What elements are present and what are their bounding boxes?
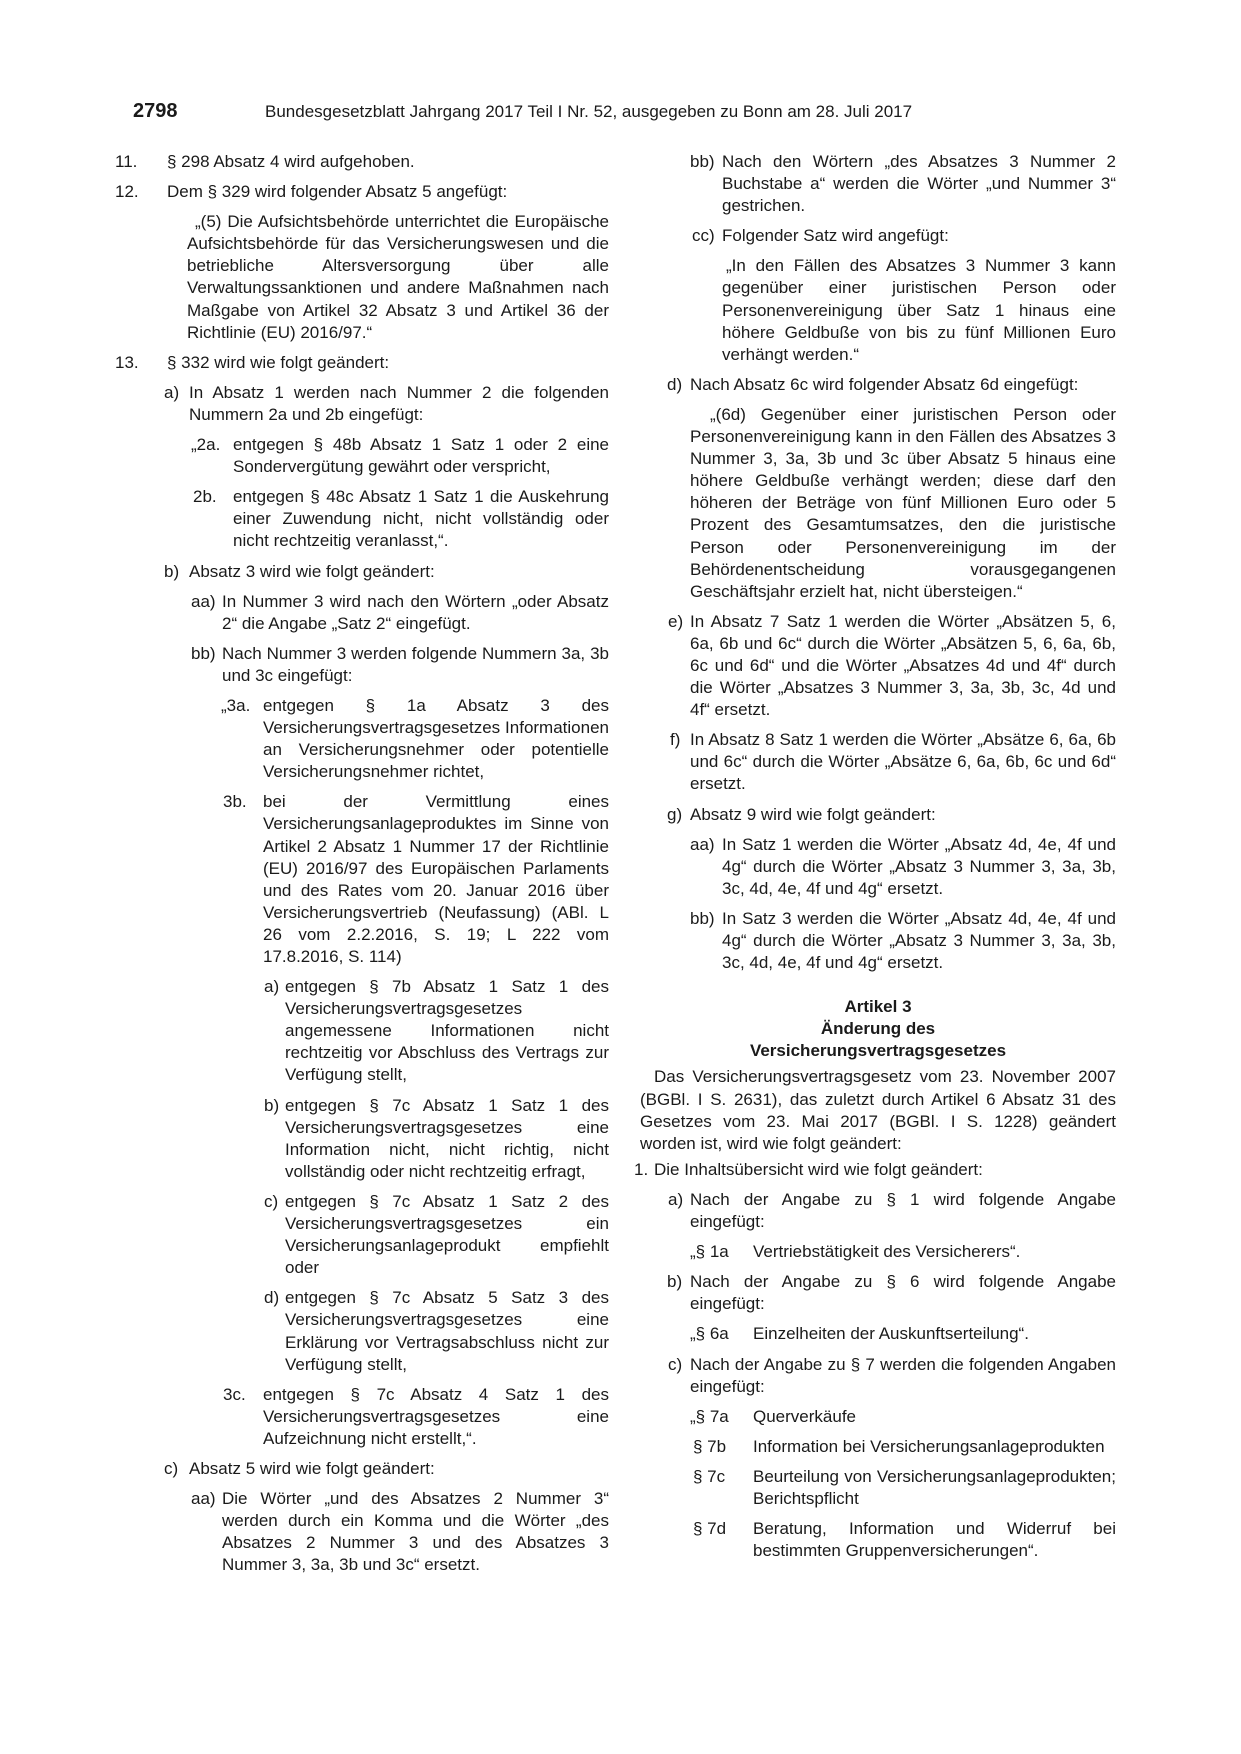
- artikel-heading: Artikel 3: [844, 997, 912, 1017]
- list-item: [640, 1518, 1116, 1562]
- list-item: [133, 1458, 609, 1480]
- item-label: bb): [690, 152, 715, 171]
- list-item: [640, 804, 1116, 826]
- item-label: a): [264, 977, 280, 997]
- item-label: 3b.: [223, 792, 247, 812]
- item-text: Die Inhaltsübersicht wird wie folgt geändert:: [654, 1159, 983, 1179]
- list-item: [115, 181, 609, 203]
- item-label: 13.: [115, 352, 139, 372]
- item-label: aa): [191, 1489, 216, 1509]
- item-label: e): [668, 611, 684, 631]
- item-label: f): [670, 730, 681, 750]
- item-label: b): [667, 1272, 683, 1292]
- item-text: entgegen § 48c Absatz 1 Satz 1 die Auskehrung einer Zuwendung nicht, nicht vollständig oder nicht rechtzeitig veranlasst,“.: [233, 487, 609, 551]
- item-text: In Nummer 3 wird nach den Wörtern „oder Absatz 2“ die Angabe „Satz 2“ eingefügt.: [222, 591, 609, 633]
- item-text: Absatz 3 wird wie folgt geändert:: [189, 561, 435, 581]
- item-text: Nach der Angabe zu § 6 wird folgende Angabe eingefügt:: [690, 1272, 1116, 1314]
- item-text: Information bei Versicherungsanlageprodukten: [753, 1436, 1105, 1456]
- item-label: 11.: [115, 152, 138, 171]
- list-item: [133, 1095, 609, 1183]
- item-label: „§ 7a: [690, 1406, 729, 1426]
- item-text: Nach der Angabe zu § 1 wird folgende Angabe eingefügt:: [690, 1189, 1116, 1232]
- list-item: [133, 1287, 609, 1375]
- item-text: entgegen § 7c Absatz 4 Satz 1 des Versicherungsvertragsgesetzes eine Aufzeichnung nicht erstellt,“.: [263, 1384, 609, 1448]
- artikel-intro: Das Versicherungsvertragsgesetz vom 23. November 2007 (BGBl. I S. 2631), das zuletzt durch Artikel 6 Absatz 31 des Gesetzes vom 23. Mai 2017 (BGBl. I S. 1228) geändert worden ist, wird wie folgt geändert:: [640, 1067, 1116, 1153]
- item-text: „In den Fällen des Absatzes 3 Nummer 3 kann gegenüber einer juristischen Person oder Personenvereinigung über Satz 1 hinaus eine höhere Geldbuße von bis zu fünf Millionen Euro verhängt werden.“: [722, 256, 1116, 364]
- list-item: [640, 1189, 1116, 1233]
- running-head: Bundesgesetzblatt Jahrgang 2017 Teil I Nr. 52, ausgegeben zu Bonn am 28. Juli 2017: [265, 102, 913, 121]
- item-text: Die Wörter „und des Absatzes 2 Nummer 3“ werden durch ein Komma und die Wörter „des Absatzes 2 Nummer 3 und des Absatzes 3 Nummer 3, 3a, 3b und 3c“ ersetzt.: [222, 1489, 609, 1575]
- item-text: bei der Vermittlung eines Versicherungsanlageproduktes im Sinne von Artikel 2 Absatz 1 Nummer 17 der Richtlinie (EU) 2016/97 des Europäischen Parlaments und des Rates vom 20. Januar 2016 über Versicherungsvertrieb (Neufassung) (ABl. L 26 vom 2.2.2016, S. 19; L 222 vom 17.8.2016, S. 114): [263, 792, 609, 966]
- item-text: Absatz 9 wird wie folgt geändert:: [690, 804, 936, 824]
- item-label: c): [264, 1191, 279, 1211]
- list-item: [640, 834, 1116, 900]
- item-text: Beratung, Information und Widerruf bei bestimmten Gruppenversicherungen“.: [753, 1519, 1116, 1561]
- list-item: [640, 1241, 1116, 1263]
- page-number: 2798: [133, 100, 178, 122]
- list-item: [133, 643, 609, 687]
- list-item: [640, 1436, 1116, 1458]
- item-text: § 332 wird wie folgt geändert:: [167, 352, 390, 372]
- item-text: Querverkäufe: [753, 1406, 856, 1426]
- item-text: entgegen § 1a Absatz 3 des Versicherungsvertragsgesetzes Informationen an Versicherungsnehmer oder potentielle Versicherungsnehmer richtet,: [263, 695, 609, 782]
- list-item: [133, 1191, 609, 1279]
- list-item: [133, 591, 609, 635]
- item-label: § 7d: [693, 1519, 727, 1539]
- item-text: entgegen § 48b Absatz 1 Satz 1 oder 2 eine Sondervergütung gewährt oder verspricht,: [233, 435, 609, 477]
- quoted-paragraph: [640, 255, 1116, 365]
- item-label: 3c.: [223, 1384, 246, 1404]
- list-item: [133, 561, 609, 583]
- item-label: d): [264, 1288, 280, 1308]
- item-label: cc): [692, 226, 715, 246]
- item-text: Nach den Wörtern „des Absatzes 3 Nummer 2 Buchstabe a“ werden die Wörter „und Nummer 3“ gestrichen.: [722, 152, 1116, 216]
- item-text: „(5) Die Aufsichtsbehörde unterrichtet die Europäische Aufsichtsbehörde für das Versicherungswesen und die betriebliche Altersversorgung über alle Verwaltungssanktionen und andere Maßnahmen nach Maßgabe von Artikel 32 Absatz 3 und Artikel 36 der Richtlinie (EU) 2016/97.“: [187, 212, 609, 342]
- item-text: Einzelheiten der Auskunftserteilung“.: [753, 1324, 1029, 1344]
- list-item: [640, 1271, 1116, 1315]
- item-text: Nach Nummer 3 werden folgende Nummern 3a, 3b und 3c eingefügt:: [222, 643, 609, 685]
- list-item: [115, 151, 609, 173]
- right-column: [634, 151, 1116, 1570]
- item-label: 1.: [634, 1159, 649, 1179]
- item-text: Nach Absatz 6c wird folgender Absatz 6d eingefügt:: [690, 374, 1079, 394]
- item-text: Nach der Angabe zu § 7 werden die folgenden Angaben eingefügt:: [690, 1354, 1116, 1396]
- list-item: [640, 908, 1116, 974]
- item-label: „§ 1a: [690, 1242, 729, 1262]
- item-text: In Satz 1 werden die Wörter „Absatz 4d, 4e, 4f und 4g“ durch die Wörter „Absatz 3 Nummer 3, 3a, 3b, 3c, 4d, 4e, 4f und 4g“ ersetzt.: [722, 834, 1116, 898]
- item-text: In Absatz 8 Satz 1 werden die Wörter „Absätze 6, 6a, 6b und 6c“ durch die Wörter „Absätze 6, 6a, 6b, 6c und 6d“ ersetzt.: [690, 730, 1116, 794]
- list-item: [133, 695, 609, 783]
- item-label: „2a.: [191, 435, 221, 455]
- item-label: „3a.: [221, 695, 251, 715]
- item-label: a): [668, 1189, 684, 1209]
- list-item: [133, 791, 609, 968]
- item-label: b): [164, 561, 180, 581]
- list-item: [640, 225, 1116, 247]
- item-text: entgegen § 7b Absatz 1 Satz 1 des Versicherungsvertragsgesetzes angemessene Informationen nicht rechtzeitig vor Abschluss des Vertrags zur Verfügung stellt,: [285, 977, 609, 1085]
- left-column: [115, 151, 609, 1584]
- item-label: aa): [690, 834, 715, 854]
- item-text: Vertriebstätigkeit des Versicherers“.: [753, 1242, 1021, 1262]
- item-label: b): [264, 1095, 280, 1115]
- list-item: [640, 374, 1116, 396]
- item-text: In Satz 3 werden die Wörter „Absatz 4d, 4e, 4f und 4g“ durch die Wörter „Absatz 3 Nummer 3, 3a, 3b, 3c, 4d, 4e, 4f und 4g“ ersetzt.: [722, 908, 1116, 973]
- list-item: [133, 382, 609, 426]
- list-item: [133, 1384, 609, 1450]
- item-text: In Absatz 1 werden nach Nummer 2 die folgenden Nummern 2a und 2b eingefügt:: [189, 382, 609, 424]
- list-item: [640, 1323, 1116, 1345]
- item-label: 12.: [115, 182, 139, 202]
- item-label: „§ 6a: [690, 1324, 729, 1344]
- list-item: [640, 1466, 1116, 1510]
- list-item: [133, 434, 609, 478]
- item-label: bb): [690, 908, 715, 928]
- item-label: bb): [191, 643, 216, 663]
- artikel-title-line-1: Änderung des: [820, 1019, 936, 1039]
- list-item: [640, 151, 1116, 217]
- item-text: Dem § 329 wird folgender Absatz 5 angefügt:: [167, 182, 508, 202]
- list-item: [640, 1406, 1116, 1428]
- list-item: [640, 611, 1116, 721]
- page-header: [133, 100, 1108, 130]
- list-item: [133, 486, 609, 552]
- list-item: [115, 352, 609, 374]
- item-text: „(6d) Gegenüber einer juristischen Person oder Personenvereinigung kann in den Fällen des Absatzes 3 Nummer 3, 3a, 3b und 3c über Absatz 5 hinaus eine höhere Geldbuße verhängt werden; diese darf den höheren der Beträge von fünf Millionen Euro oder 5 Prozent des Gesamtumsatzes, den die juristische Person oder Personenvereinigung im der Behördenentscheidung vorausgegangenen Geschäftsjahr erzielt hat, nicht übersteigen.“: [690, 404, 1116, 601]
- quoted-paragraph: [133, 211, 609, 344]
- item-text: entgegen § 7c Absatz 5 Satz 3 des Versicherungsvertragsgesetzes eine Erklärung vor Vertragsabschluss nicht zur Verfügung stellt,: [285, 1288, 609, 1374]
- quoted-paragraph: [640, 404, 1116, 603]
- item-label: § 7b: [693, 1436, 727, 1456]
- item-label: c): [164, 1458, 179, 1478]
- item-label: g): [667, 804, 683, 824]
- list-item: [133, 976, 609, 1086]
- item-label: 2b.: [193, 487, 217, 507]
- item-text: entgegen § 7c Absatz 1 Satz 2 des Versicherungsvertragsgesetzes ein Versicherungsanlageprodukt empfiehlt oder: [285, 1191, 609, 1278]
- item-label: a): [164, 382, 180, 402]
- list-item: [640, 1354, 1116, 1398]
- artikel-title-line-2: Versicherungsvertragsgesetzes: [749, 1041, 1007, 1061]
- item-text: entgegen § 7c Absatz 1 Satz 1 des Versicherungsvertragsgesetzes eine Information nicht, nicht richtig, nicht vollständig oder nicht rechtzeitig erfragt,: [285, 1095, 609, 1181]
- list-item: [634, 1159, 1116, 1181]
- item-label: d): [667, 374, 683, 394]
- item-text: Folgender Satz wird angefügt:: [722, 226, 949, 246]
- item-text: Beurteilung von Versicherungsanlageprodukten; Berichtspflicht: [753, 1466, 1116, 1508]
- item-label: aa): [191, 591, 216, 611]
- item-text: In Absatz 7 Satz 1 werden die Wörter „Absätzen 5, 6, 6a, 6b und 6c“ durch die Wörter „Absätzen 5, 6, 6a, 6b, 6c und 6d“ und die Wörter „Absatzes 4d und 4f“ durch die Wörter „Absatzes 3 Nummer 3, 3a, 3b, 3c, 4d und 4f“ ersetzt.: [690, 611, 1116, 720]
- item-text: Absatz 5 wird wie folgt geändert:: [189, 1458, 435, 1478]
- list-item: [133, 1488, 609, 1576]
- item-label: c): [668, 1354, 683, 1374]
- item-label: § 7c: [693, 1466, 726, 1486]
- list-item: [640, 729, 1116, 795]
- item-text: § 298 Absatz 4 wird aufgehoben.: [167, 152, 415, 171]
